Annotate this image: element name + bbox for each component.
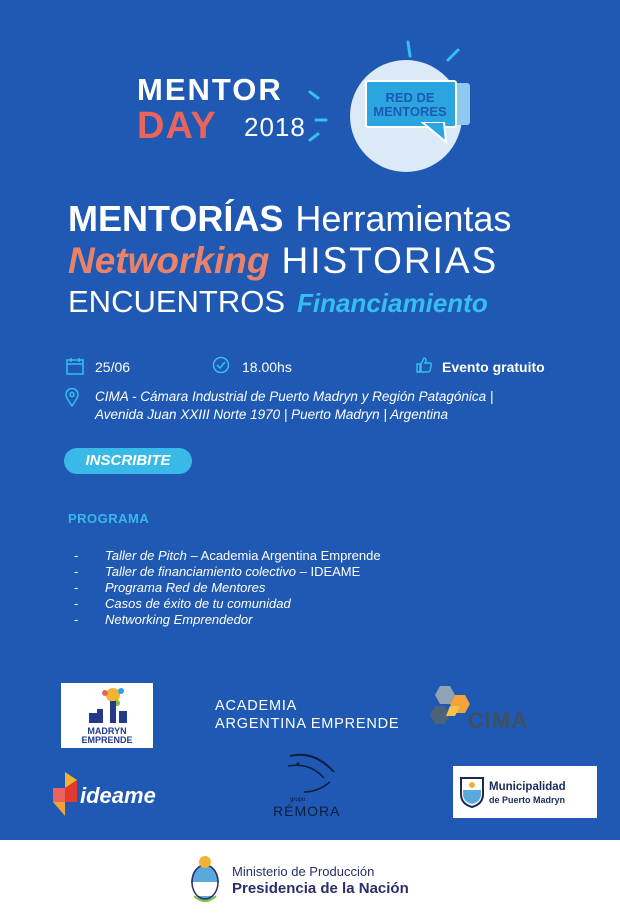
academia-logo (215, 697, 399, 733)
headline-row-3 (68, 284, 620, 320)
item-detail: – IDEAME (296, 564, 361, 579)
academia-line2: ARGENTINA EMPRENDE (215, 716, 400, 732)
ministerio-line: Ministerio de Producción (232, 864, 375, 879)
thumbs-up-icon (415, 356, 433, 374)
municipal-shield-icon (459, 776, 485, 808)
list-item (72, 580, 381, 596)
event-time: 18.00hs (242, 359, 292, 375)
badge-text (366, 91, 454, 119)
ideame-logo-text: ideame (80, 783, 156, 808)
sparkle-icon (306, 88, 330, 144)
mentor-word: MENTOR (137, 72, 283, 107)
bulb-city-icon (83, 685, 131, 725)
muni-line2: de Puerto Madryn (489, 795, 566, 805)
list-item (72, 596, 381, 612)
item-title: Taller de Pitch (105, 548, 187, 563)
remora-logo-text: RÉMORA (273, 803, 341, 819)
item-detail: – Academia Argentina Emprende (186, 548, 381, 563)
calendar-icon (66, 357, 84, 375)
cima-logo-text: CIMA (468, 708, 529, 733)
bubble-tail-icon (420, 122, 450, 144)
headline-historias: HISTORIAS (281, 240, 499, 281)
item-title: Networking Emprendedor (105, 612, 253, 627)
presidencia-line: Presidencia de la Nación (232, 880, 409, 897)
list-item (72, 564, 381, 580)
programa-list (72, 548, 381, 628)
headline-encuentros: ENCUENTROS (68, 284, 286, 319)
remora-sub-text: grupo (290, 797, 306, 803)
event-address (95, 388, 565, 424)
address-line-2: Avenida Juan XXIII Norte 1970 | Puerto Madryn | Argentina (95, 407, 448, 422)
madryn-emprende-logo (61, 683, 153, 748)
event-price: Evento gratuito (442, 359, 545, 375)
clock-icon (212, 356, 230, 374)
cima-cubes-icon (428, 686, 472, 724)
headline-herramientas: Herramientas (295, 198, 512, 239)
inscribite-button[interactable]: INSCRIBITE (64, 448, 192, 474)
year-word: 2018 (244, 112, 306, 142)
badge-line1: RED DE (385, 90, 435, 105)
headline-networking: Networking (68, 240, 270, 281)
day-word: DAY (137, 105, 217, 147)
location-pin-icon (65, 388, 79, 407)
madryn-line2: EMPRENDE (81, 735, 133, 745)
remora-fish-icon (284, 752, 340, 798)
madryn-line1: MADRYN (87, 726, 127, 736)
academia-line1: ACADEMIA (215, 698, 298, 714)
list-item (72, 548, 381, 564)
headline-mentorias: MENTORÍAS (68, 198, 284, 239)
headline-financiamiento: Financiamiento (297, 288, 488, 318)
national-coat-of-arms-icon (188, 852, 222, 906)
municipalidad-logo (453, 766, 597, 818)
list-item (72, 612, 381, 628)
footer (0, 840, 620, 919)
headline-row-2 (68, 240, 620, 282)
item-title: Programa Red de Mentores (105, 580, 266, 595)
muni-line1: Municipalidad (489, 781, 566, 793)
address-line-1: CIMA - Cámara Industrial de Puerto Madryn y Región Patagónica | (95, 389, 494, 404)
badge-line2: MENTORES (373, 104, 447, 119)
ideame-flag-icon (53, 772, 77, 816)
programa-title: PROGRAMA (68, 511, 150, 526)
item-title: Casos de éxito de tu comunidad (105, 596, 291, 611)
item-title: Taller de financiamiento colectivo (105, 564, 297, 579)
headline-row-1 (68, 198, 620, 240)
event-date: 25/06 (95, 359, 131, 375)
